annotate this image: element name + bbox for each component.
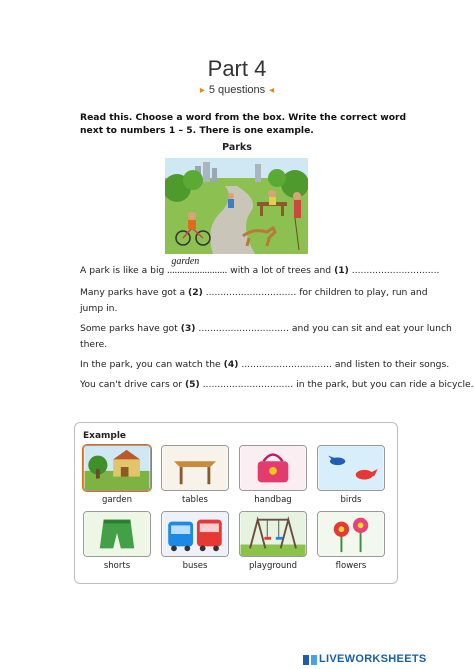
word-buses bbox=[161, 511, 229, 571]
instructions: Read this. Choose a word from the box. Write the correct word next to numbers 1 – 5. There is one example. bbox=[80, 112, 407, 136]
bird-icon bbox=[317, 445, 385, 491]
shorts-icon bbox=[83, 511, 151, 557]
word-garden bbox=[83, 445, 151, 505]
passage-line-2: Many parks have got a (2) ............................... for children to play, run and bbox=[80, 287, 428, 298]
word-shorts bbox=[83, 511, 151, 571]
page-title: Part 4 bbox=[207, 56, 267, 81]
word-box-title: Example bbox=[83, 431, 127, 441]
blank-3[interactable]: ............................... bbox=[198, 323, 289, 334]
blank-2[interactable]: ............................... bbox=[205, 287, 297, 298]
handbag-icon bbox=[239, 445, 307, 491]
passage-line-6: In the park, you can watch the (4) ............................... and listen to their songs. bbox=[80, 359, 450, 370]
example-answer-word: garden bbox=[171, 256, 200, 267]
passage-line-1: A park is like a big ........................ garden with a lot of trees and (1) .............................. bbox=[80, 256, 440, 276]
word-tables bbox=[161, 445, 229, 505]
word-label-buses: buses bbox=[182, 561, 208, 571]
word-playground bbox=[239, 511, 307, 571]
blank-4[interactable]: ............................... bbox=[241, 359, 332, 370]
passage-line-7: You can't drive cars or (5) ............................... in the park, but you can ride a bicycle. bbox=[80, 379, 474, 390]
passage-line-3: jump in. bbox=[80, 303, 118, 314]
flower-icon bbox=[317, 511, 385, 557]
left-arrow-icon: ▸ bbox=[199, 85, 205, 96]
word-flowers bbox=[317, 511, 385, 571]
park-illustration bbox=[165, 158, 308, 254]
blank-5[interactable]: ............................... bbox=[202, 379, 294, 390]
word-label-garden: garden bbox=[102, 495, 132, 505]
word-box bbox=[74, 422, 398, 584]
passage-line-5: there. bbox=[80, 339, 108, 350]
passage-line-4: Some parks have got (3) ............................... and you can sit and eat your lunch bbox=[80, 323, 452, 334]
word-label-handbag: handbag bbox=[254, 495, 292, 505]
playground-icon bbox=[239, 511, 307, 557]
word-label-flowers: flowers bbox=[335, 561, 367, 571]
subtitle-text: 5 questions bbox=[208, 84, 266, 96]
right-arrow-icon: ◂ bbox=[269, 85, 275, 96]
passage-title: Parks bbox=[222, 142, 252, 153]
footer-brand[interactable]: LIVEWORKSHEETS bbox=[319, 653, 427, 665]
word-handbag bbox=[239, 445, 307, 505]
word-label-shorts: shorts bbox=[103, 561, 131, 571]
word-birds bbox=[317, 445, 385, 505]
page-subtitle bbox=[0, 84, 474, 96]
blank-1[interactable]: .............................. bbox=[351, 265, 440, 276]
garden-icon bbox=[83, 445, 151, 491]
word-label-tables: tables bbox=[182, 495, 208, 505]
word-label-playground: playground bbox=[248, 561, 298, 571]
bus-icon bbox=[161, 511, 229, 557]
table-icon bbox=[161, 445, 229, 491]
word-label-birds: birds bbox=[340, 495, 362, 505]
liveworksheets-logo-icon bbox=[303, 655, 317, 665]
example-answer: ........................ garden bbox=[167, 256, 228, 276]
